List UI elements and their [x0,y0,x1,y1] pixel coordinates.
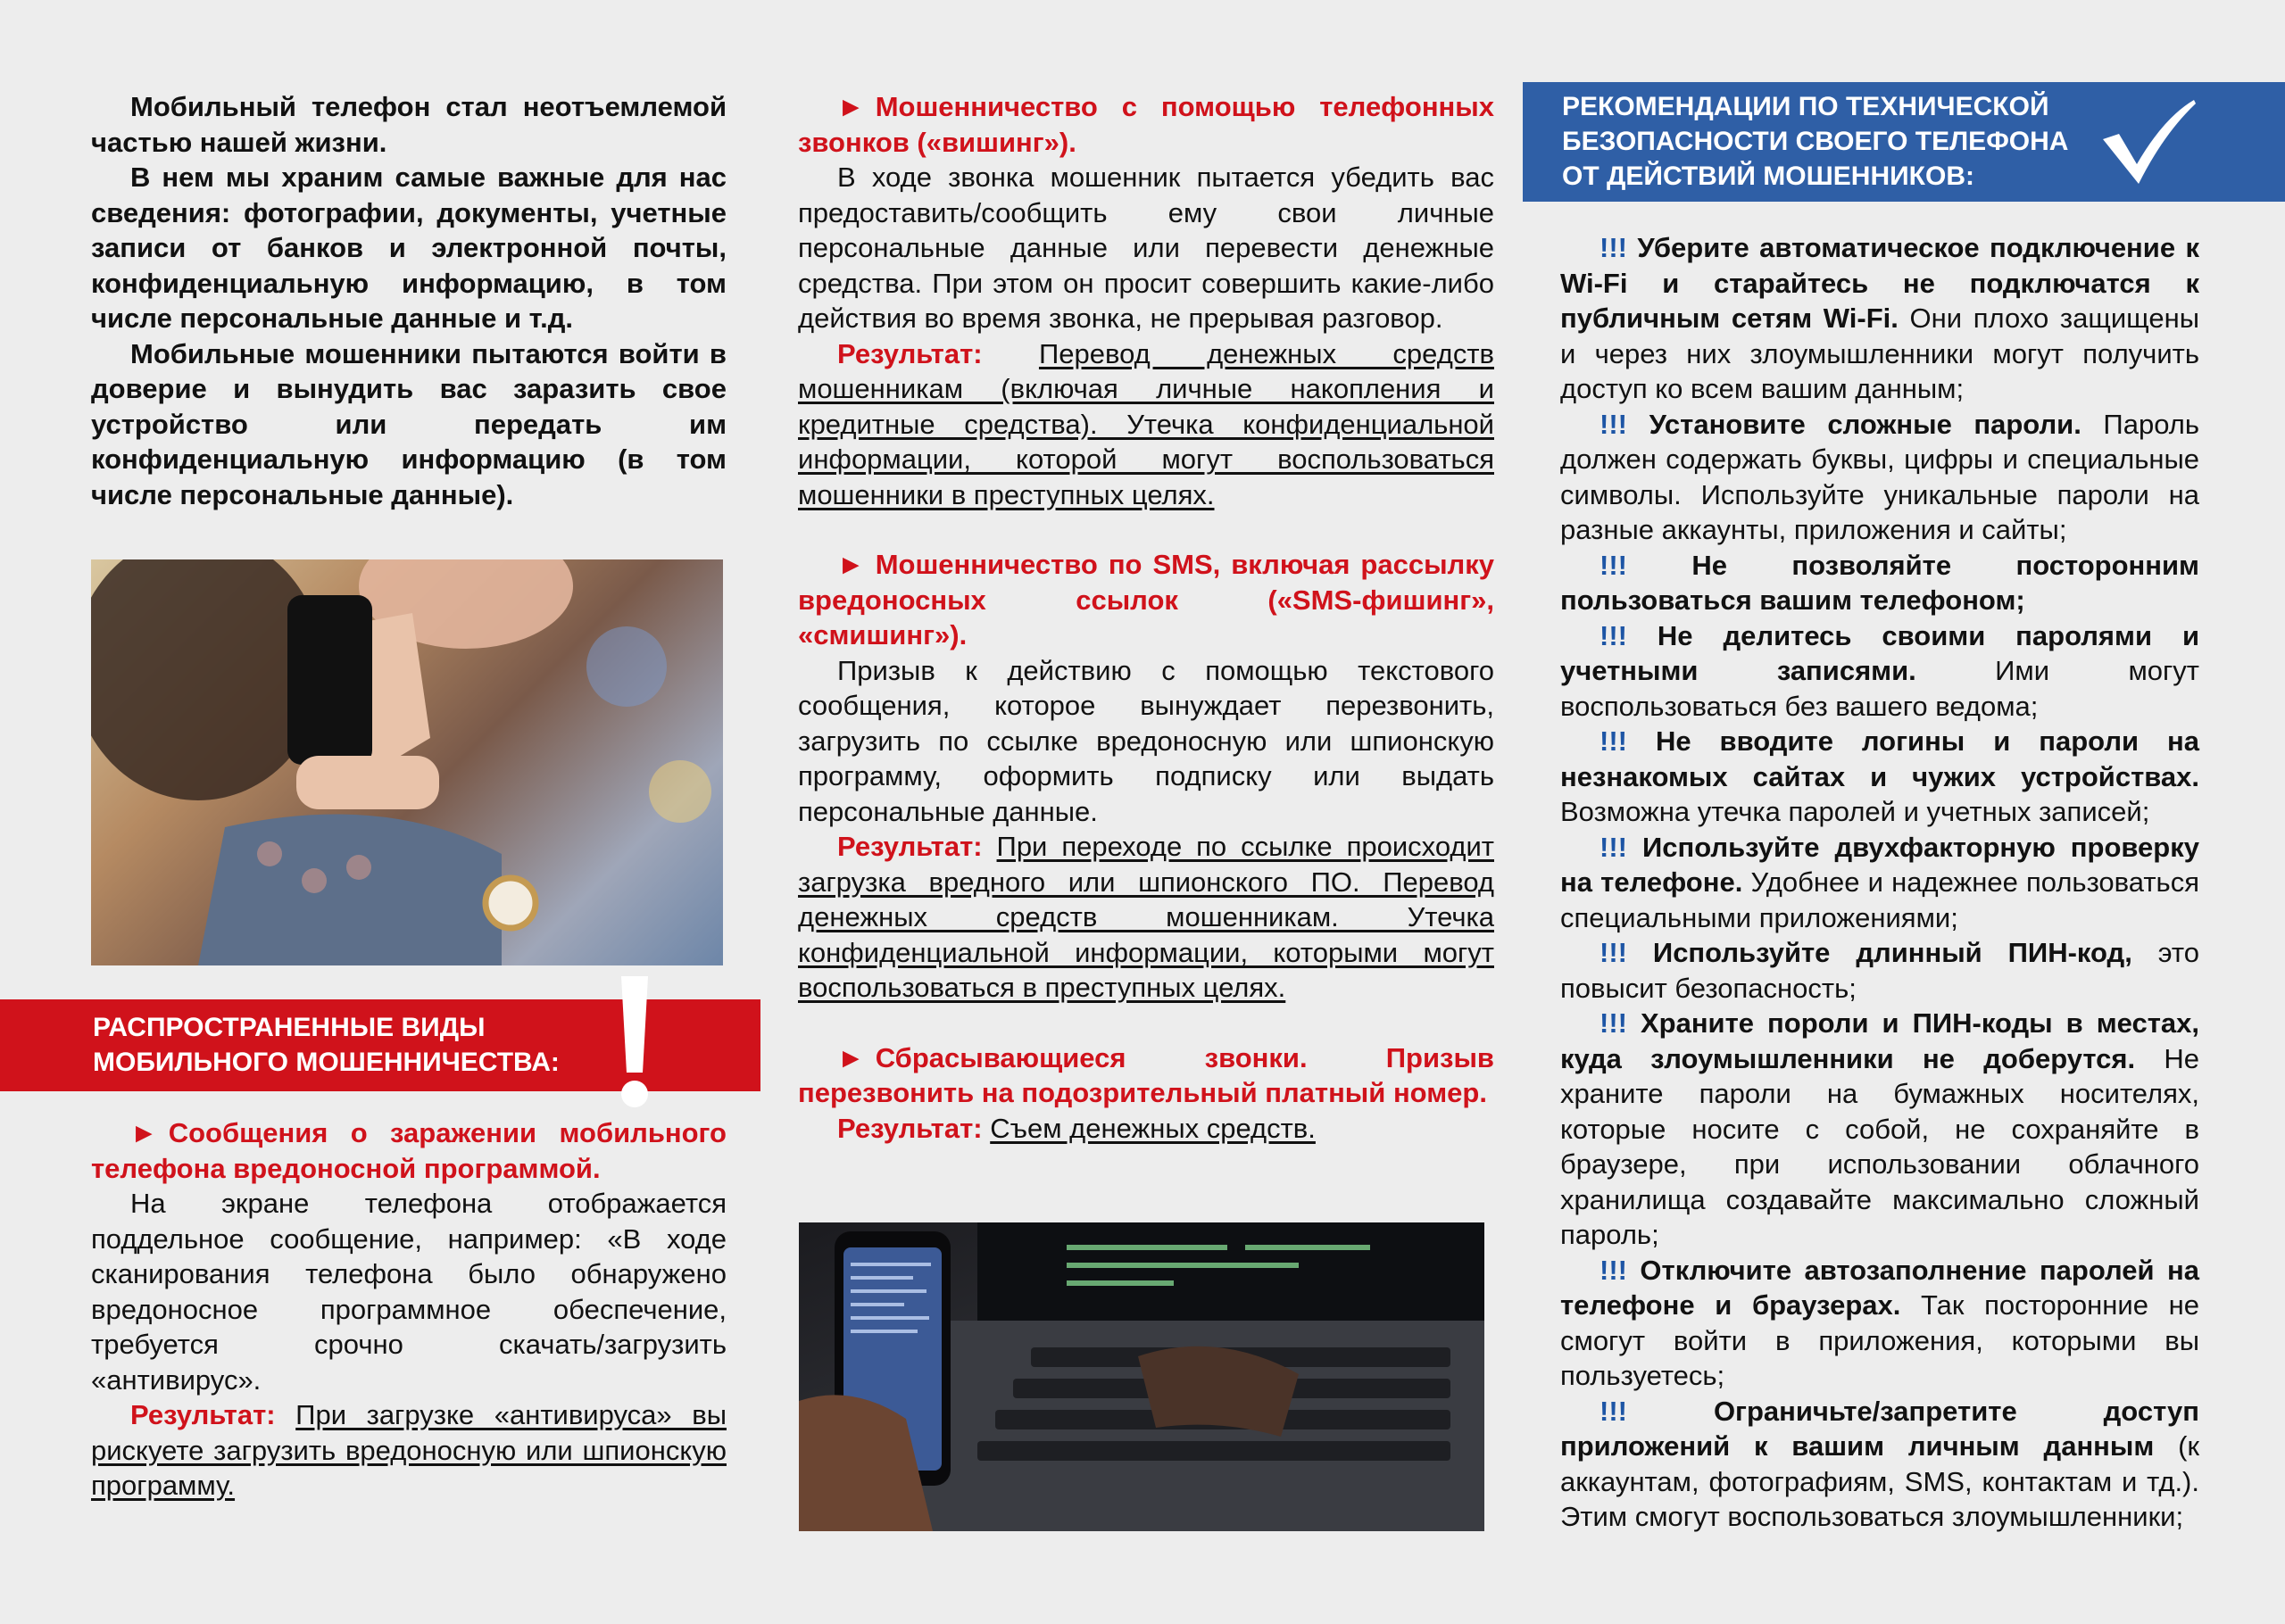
section-heading [798,89,1494,160]
intro-paragraph: Мобильные мошенники пытаются войти в доверие и вынудить вас заразить свое устройство или передать им конфиденциальную информацию (в том числе персональные данные). [91,337,727,510]
recommendation-bold: Отключите автозаполнение паролей на телефоне и браузерах. [1560,1254,2199,1321]
section-result [798,336,1494,513]
intro-paragraph: Мобильный телефон стал неотъемлемой частью нашей жизни. [91,91,727,158]
recommendation-text: Не храните пароли на бумажных носителях, которые носите с собой, не сохраняйте в браузере, при использовании облачного хранилища создавайте максимально сложный пароль; [1560,1042,2199,1250]
warning-marker: !!! [1600,232,1627,263]
section-result [798,1111,1494,1147]
section-heading-text: Мошенничество по SMS, включая рассылку вредоносных ссылок («SMS-фишинг», «смишинг»). [798,549,1494,650]
woman-phone-photo [91,559,723,965]
warning-marker: !!! [1600,831,1627,863]
recommendation-bold: Храните пороли и ПИН-коды в местах, куда злоумышленники не доберутся. [1560,1007,2199,1074]
intro-paragraph: В нем мы храним самые важные для нас сведения: фотографии, документы, учетные записи от банков и электронной почты, конфиденциальную информацию, в том числе персональные данные и т.д. [91,162,727,334]
recommendation-bold: Ограничьте/запретите доступ приложений к вашим личным данным [1560,1395,2199,1462]
recommendation-text: Удобнее и надежнее пользоваться специальными приложениями; [1560,866,2199,933]
bullet-icon: ► [837,549,865,580]
warning-marker: !!! [1600,408,1627,440]
recommendation-item [1560,618,2199,725]
recommendation-text: Ими могут воспользоваться без вашего ведома; [1560,655,2199,722]
recommendation-item [1560,1006,2199,1253]
recommendation-bold: Не позволяйте посторонним пользоваться вашим телефоном; [1560,549,2199,616]
fraud-types-banner [0,999,760,1091]
banner-title-line: БЕЗОПАСНОСТИ СВОЕГО ТЕЛЕФОНА [1562,127,2069,156]
section-heading [798,547,1494,653]
recommendation-item [1560,724,2199,830]
section-heading-text: Сообщения о заражении мобильного телефона вредоносной программой. [91,1117,727,1184]
warning-marker: !!! [1600,619,1627,651]
recommendation-item [1560,830,2199,936]
warning-marker: !!! [1600,937,1627,968]
recommendations-list [1560,230,2199,1535]
recommendation-text: Пароль должен содержать буквы, цифры и специальные символы. Используйте уникальные пароли на разные аккаунты, приложения и сайты; [1560,408,2199,545]
recommendation-text: Возможна утечка паролей и учетных записей; [1560,796,2150,827]
recommendation-item [1560,407,2199,548]
warning-marker: !!! [1600,725,1627,757]
result-label: Результат: [837,831,983,862]
result-text: При переходе по ссылке происходит загрузка вредного или шпионского ПО. Перевод денежных средств мошенникам. Утечка конфиденциальной информации, которыми могут воспользоваться в преступных целях. [798,831,1494,1003]
hacker-illustration [799,1222,1484,1531]
section-body: Призыв к действию с помощью текстового сообщения, которое вынуждает перезвонить, загрузить по ссылке вредоносную или шпионскую программу, оформить подписку или выдать персональные данные. [798,654,1494,827]
warning-marker: !!! [1600,1254,1627,1286]
result-text: Съем денежных средств. [990,1112,1316,1144]
hacker-laptop-photo [799,1222,1484,1531]
section-heading-text: Мошенничество с помощью телефонных звонков («вишинг»). [798,91,1494,158]
woman-phone-illustration [91,559,723,965]
bullet-icon: ► [130,1117,158,1148]
recommendation-item [1560,935,2199,1006]
warning-marker: !!! [1600,549,1627,581]
section-heading-text: Сбрасывающиеся звонки. Призыв перезвонить на подозрительный платный номер. [798,1041,1494,1108]
recommendation-item [1560,1253,2199,1394]
exclamation-icon [616,973,653,1111]
recommendation-bold: Используйте двухфакторную проверку на телефоне. [1560,831,2199,898]
recommendation-text: Так посторонние не смогут войти в приложения, которыми вы пользуетесь; [1560,1289,2199,1391]
recommendation-bold: Не делитесь своими паролями и учетными записями. [1560,619,2199,686]
section-result [798,829,1494,1006]
banner-title-line: РАСПРОСТРАНЕННЫЕ ВИДЫ [93,1013,486,1042]
section-heading [798,1040,1494,1111]
section-heading [91,1115,727,1186]
recommendation-bold: Не вводите логины и пароли на незнакомых сайтах и чужих устройствах. [1560,725,2199,792]
recommendation-item [1560,230,2199,407]
warning-marker: !!! [1600,1007,1627,1039]
bullet-icon: ► [837,91,865,122]
checkmark-icon [2099,98,2198,187]
recommendation-bold: Используйте длинный ПИН-код, [1652,937,2132,968]
section-body: В ходе звонка мошенник пытается убедить вас предоставить/сообщить ему свои личные персональные данные или перевести денежные средства. При этом он просит совершить какие-либо действия во время звонка, не прерывая разговор. [798,162,1494,334]
result-label: Результат: [837,337,983,369]
banner-title-line: МОБИЛЬНОГО МОШЕННИЧЕСТВА: [93,1048,560,1077]
banner-title-line: РЕКОМЕНДАЦИИ ПО ТЕХНИЧЕСКОЙ [1562,92,2049,121]
recommendations-banner [1523,82,2285,202]
banner-title-line: ОТ ДЕЙСТВИЙ МОШЕННИКОВ: [1562,162,1974,191]
warning-marker: !!! [1600,1395,1627,1427]
section-result [91,1397,727,1504]
recommendation-text: (к аккаунтам, фотографиям, SMS, контактам и тд.). Этим смогут воспользоваться злоумышленники; [1560,1430,2200,1532]
recommendation-bold: Установите сложные пароли. [1649,408,2081,440]
section-virus-message [91,1115,727,1504]
recommendation-item [1560,1394,2199,1535]
result-label: Результат: [130,1399,276,1430]
recommendation-text: Они плохо защищены и через них злоумышленники могут получить доступ ко всем вашим данным; [1560,302,2199,404]
recommendation-item [1560,548,2199,618]
result-text: Перевод денежных средств мошенникам (включая личные накопления и кредитные средства). Утечка конфиденциальной информации, которой могут воспользоваться мошенники в преступных целях. [798,337,1494,510]
recommendation-text: это повысит безопасность; [1560,937,2199,1004]
intro-text [91,89,727,512]
fraud-sections [798,89,1494,1146]
section-body: На экране телефона отображается поддельное сообщение, например: «В ходе сканирования телефона было обнаружено вредоносное программное обеспечение, требуется срочно скачать/загрузить «антивирус». [91,1188,727,1396]
recommendation-bold: Уберите автоматическое подключение к Wi-Fi и старайтесь не подключатся к публичным сетям Wi-Fi. [1560,232,2199,334]
bullet-icon: ► [837,1041,865,1073]
result-text: При загрузке «антивируса» вы рискуете загрузить вредоносную или шпионскую программу. [91,1399,727,1501]
result-label: Результат: [837,1112,983,1144]
